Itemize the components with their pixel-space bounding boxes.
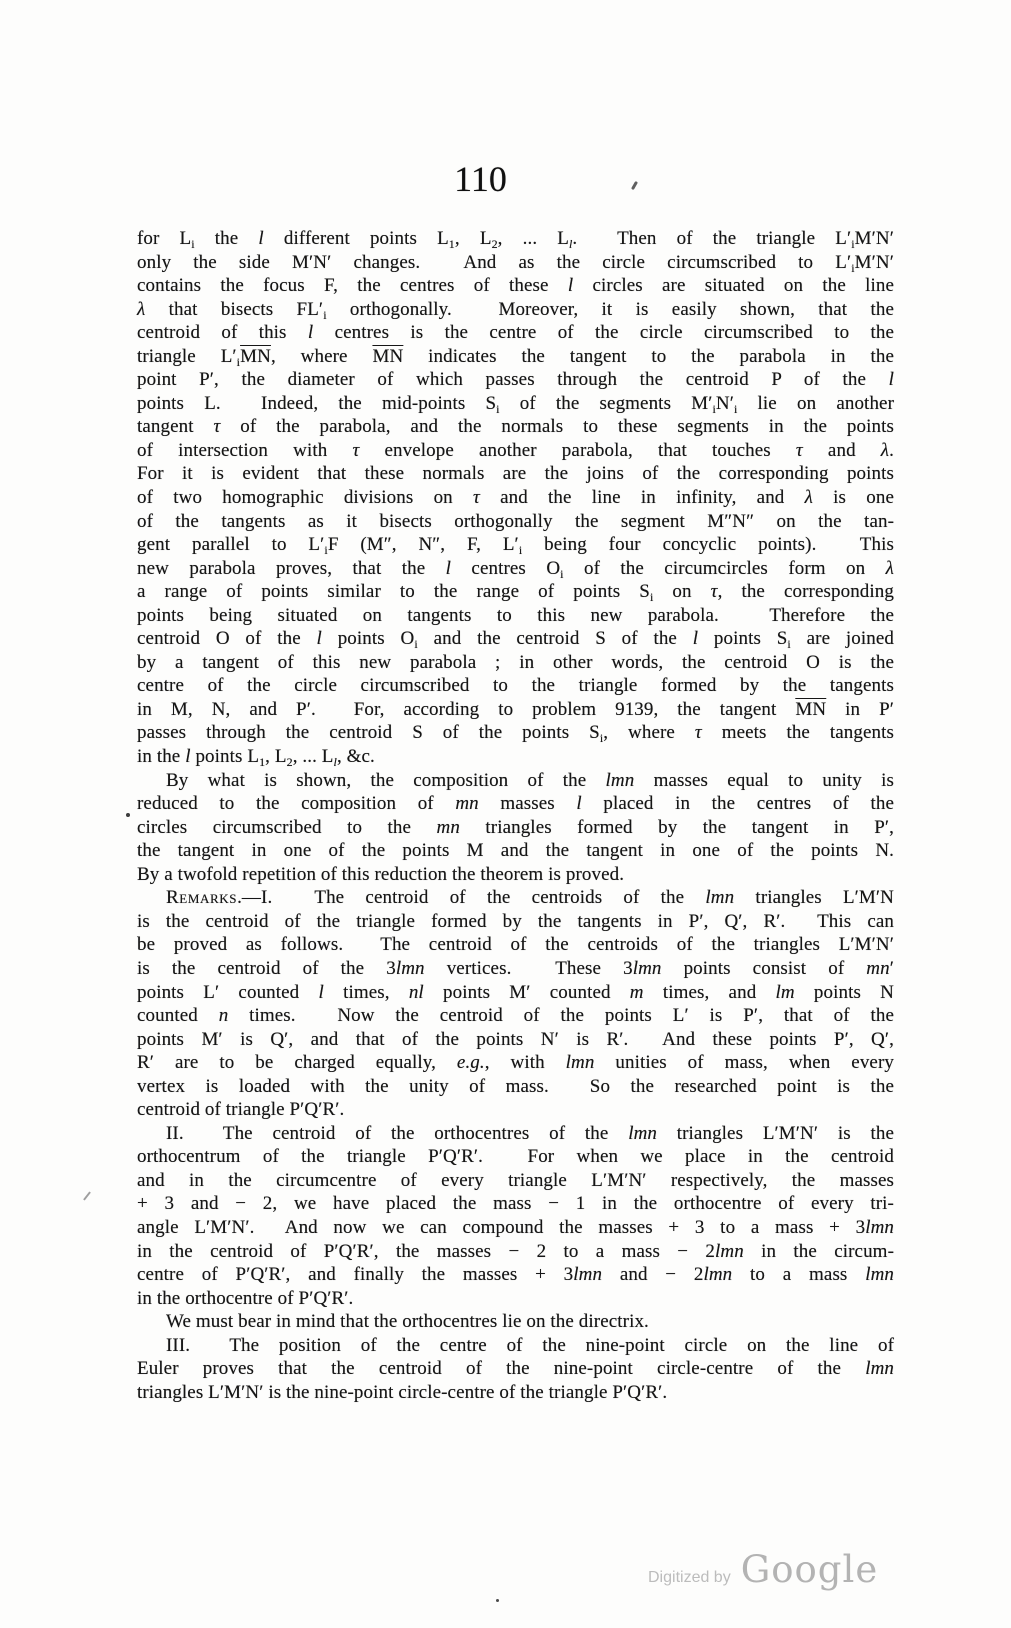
text-line: counted n times. Now the centroid of the points L′ is P′, that of the <box>137 1005 894 1027</box>
text-line: be proved as follows. The centroid of the centroids of the triangles L′M′N′ <box>137 934 894 956</box>
text-line: points L. Indeed, the mid-points $S_i$ of the segments $M'_iN'_i$ lie on another <box>137 392 894 416</box>
text-line: points being situated on tangents to this new parabola. Therefore the <box>137 604 894 626</box>
text-line: triangles L′M′N′ is the nine-point circle-centre of the triangle P′Q′R′. <box>137 1381 668 1403</box>
text-line: by a tangent of this new parabola ; in other words, the centroid O is the <box>137 651 894 673</box>
text-line: Remarks.—I. The centroid of the centroids of the lmn triangles L′M′N <box>166 887 895 909</box>
watermark-prefix-text: Digitized by <box>648 1569 731 1586</box>
text-line: reduced to the composition of mn masses l placed in the centres of the <box>137 793 894 815</box>
text-line: in the l points $L_1$, $L_2$, ... $L_l$, &c. <box>137 746 375 770</box>
text-line: triangle $L'_i\overline{MN}$, where $\overline{MN}$ indicates the tangent to the parabola in the <box>137 345 894 369</box>
text-line: II. The centroid of the orthocentres of the lmn triangles L′M′N′ is the <box>166 1122 894 1144</box>
text-line: of two homographic divisions on τ and the line in infinity, and λ is one <box>137 487 894 509</box>
watermark <box>648 1548 878 1591</box>
text-line: + 3 and − 2, we have placed the mass − 1 in the orthocentre of every tri- <box>137 1193 894 1215</box>
page-number: 110 <box>454 159 507 199</box>
text-line: passes through the centroid S of the points $S_i$, where τ meets the tangents <box>137 722 894 746</box>
text-line: tangent τ of the parabola, and the normals to these segments in the points <box>137 416 894 438</box>
text-line: only the side M′N′ changes. And as the circle circumscribed to $L'_iM'N'$ <box>137 251 894 275</box>
text-line: III. The position of the centre of the nine-point circle on the line of <box>166 1334 894 1356</box>
text-line: For it is evident that these normals are the joins of the corresponding points <box>137 463 894 485</box>
text-line: By what is shown, the composition of the lmn masses equal to unity is <box>166 769 895 791</box>
text-line: of intersection with τ envelope another parabola, that touches τ and λ. <box>137 439 894 461</box>
text-line: centroid O of the l points $O_i$ and the centroid S of the l points $S_i$ are joined <box>137 628 895 652</box>
text-line: is the centroid of the triangle formed by the tangents in P′, Q′, R′. This can <box>137 910 894 932</box>
text-line: Euler proves that the centroid of the nine-point circle-centre of the lmn <box>137 1358 894 1380</box>
text-line: centroid of this l centres is the centre of the circle circumscribed to the <box>137 322 895 344</box>
text-block <box>137 227 894 1404</box>
text-line: centroid of triangle P′Q′R′. <box>137 1099 345 1121</box>
text-line: of the tangents as it bisects orthogonally the segment M″N″ on the tan- <box>137 510 894 532</box>
text-line: contains the focus F, the centres of these l circles are situated on the line <box>137 275 894 297</box>
paragraph <box>137 1122 894 1310</box>
paragraph <box>137 1310 894 1334</box>
scan-speck <box>496 1599 499 1602</box>
scan-speck <box>126 813 130 817</box>
paragraph <box>137 886 894 1121</box>
text-line: point P′, the diameter of which passes through the centroid P of the l <box>137 369 894 391</box>
text-line: vertex is loaded with the unity of mass. So the researched point is the <box>137 1075 894 1097</box>
text-line: and in the circumcentre of every triangle L′M′N′ respectively, the masses <box>137 1169 894 1191</box>
text-line: points M′ is Q′, and that of the points N′ is R′. And these points P′, Q′, <box>137 1028 894 1050</box>
text-line: in the centroid of P′Q′R′, the masses − 2 to a mass − 2lmn in the circum- <box>137 1240 894 1262</box>
scan-speck <box>83 1191 91 1200</box>
text-line: centre of P′Q′R′, and finally the masses + 3lmn and − 2lmn to a mass lmn <box>137 1264 894 1286</box>
text-line: a range of points similar to the range of points $S_i$ on τ, the corresponding <box>137 581 894 605</box>
text-line: λ that bisects $FL'_i$ orthogonally. Moreover, it is easily shown, that the <box>137 298 894 322</box>
text-line: R′ are to be charged equally, e.g., with lmn unities of mass, when every <box>137 1052 894 1074</box>
text-line: is the centroid of the 3lmn vertices. These 3lmn points consist of mn′ <box>137 957 894 979</box>
text-line: By a twofold repetition of this reduction the theorem is proved. <box>137 863 625 885</box>
text-line: for $L_i$ the l different points $L_1$, $L_2$, ... $L_l$. Then of the triangle $L'_iM'N'$ <box>137 228 894 251</box>
text-line: angle L′M′N′. And now we can compound the masses + 3 to a mass + 3lmn <box>137 1216 894 1238</box>
text-line: centre of the circle circumscribed to the triangle formed by the tangents <box>137 675 894 697</box>
text-line: in the orthocentre of P′Q′R′. <box>137 1287 354 1309</box>
paragraph <box>137 227 894 769</box>
text-line: We must bear in mind that the orthocentres lie on the directrix. <box>166 1311 649 1333</box>
text-line: in M, N, and P′. For, according to problem 9139, the tangent $\overline{MN}$ in P′ <box>137 698 894 720</box>
paragraph <box>137 1334 894 1405</box>
text-line: points L′ counted l times, nl points M′ counted m times, and lm points N <box>137 981 894 1003</box>
text-line: orthocentrum of the triangle P′Q′R′. For when we place in the centroid <box>137 1146 894 1168</box>
text-line: circles circumscribed to the mn triangles formed by the tangent in P′, <box>137 816 895 838</box>
paragraph <box>137 769 894 887</box>
text-line: gent parallel to $L'_iF$ (M″, N″, F, $L'_i$ being four concyclic points). This <box>137 534 894 558</box>
text-line: new parabola proves, that the l centres $O_i$ of the circumcircles form on λ <box>137 557 894 581</box>
text-line: the tangent in one of the points M and the tangent in one of the points N. <box>137 840 894 862</box>
google-logo: Google <box>740 1548 879 1591</box>
